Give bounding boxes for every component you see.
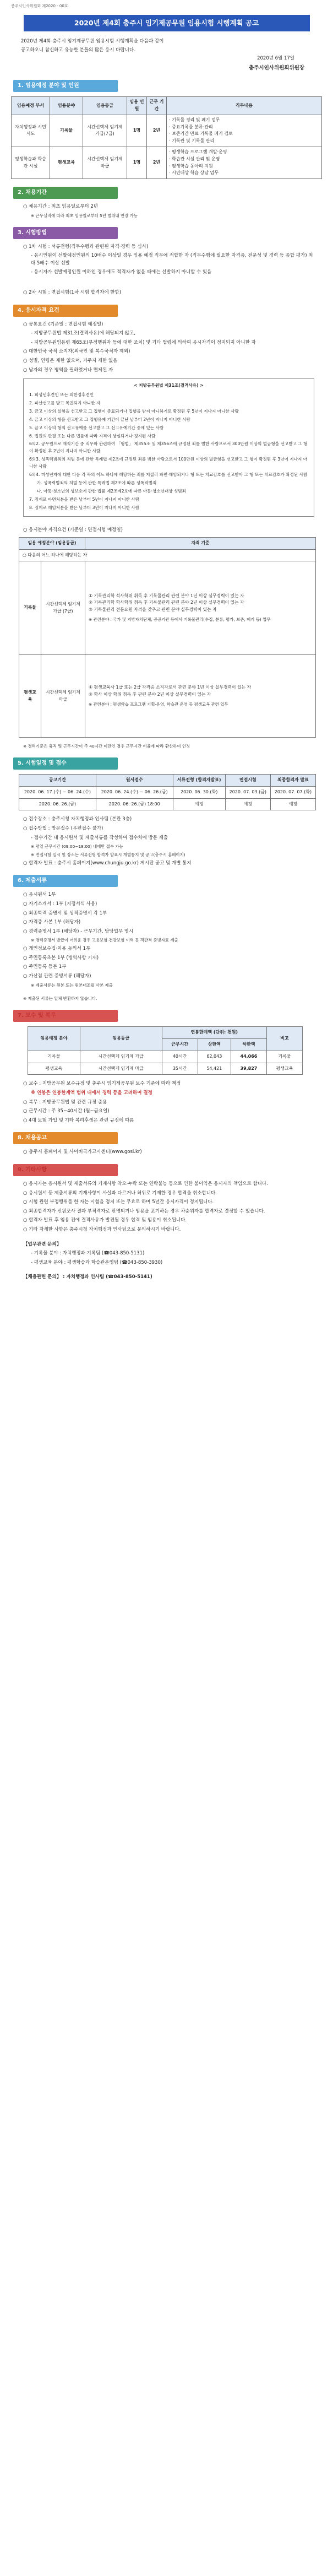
notice-org: 충주시인사위원회위원장 [249, 64, 304, 71]
cell: 2020. 06. 17.(수) ~ 06. 24.(수) [19, 786, 96, 798]
cell: 평생교육 [266, 1063, 302, 1075]
cell: 예정 [225, 798, 270, 810]
cell: 1명 [127, 147, 147, 178]
text-line: ○ 합격자 발표 : 충주시 홈페이지(www.chungju.go.kr) 게시판 공고 및 개별 통지 [23, 860, 192, 866]
cell: · 기록물 정리 및 폐기 업무 · 중요기록물 분류·관리 · 보존기간 만료 기록물 폐기 검토 · 기록관 및 기록물 관리 [167, 115, 322, 147]
cell: 54,421 [198, 1063, 231, 1075]
cell: 35시간 [162, 1063, 198, 1075]
box-line: 6의3. 성폭력범죄의 처벌 등에 관한 특례법 제2조에 규정된 죄를 범한 사람으로서 100만원 이상의 벌금형을 선고받고 그 형이 확정된 후 3년이 지나지 아니한 사람 [29, 457, 308, 469]
cell: 기록물 [28, 1051, 80, 1063]
cell: 39,827 [231, 1063, 266, 1075]
text-line: ○ 복무 : 지방공무원법 및 관련 규정 준용 [23, 1099, 107, 1105]
section-6-heading: 6. 제출서류 [13, 875, 118, 887]
section-5-heading: 5. 시험일정 및 접수 [13, 757, 118, 770]
text-line: ○ 기타 자세한 사항은 충주시청 자치행정과 인사팀으로 문의하시기 바랍니다. [23, 1227, 181, 1233]
text-line: ※ 면접시험 일시 및 장소는 서류전형 합격자 발표시 개별통지 및 공고(충주시 홈페이지) [31, 852, 185, 857]
section-4-sub [11, 527, 322, 534]
section-4-heading: 4. 응시자격 요건 [13, 305, 118, 317]
cell: 자치행정과 시민시도 [12, 115, 50, 147]
qualification-table [19, 537, 316, 738]
box-line: 6의2. 공무원으로 재직기간 중 직무와 관련하여 「형법」 제355조 및 제356조에 규정된 죄를 범한 사람으로서 300만원 이상의 벌금형을 선고받고 그 형이 확정된 후 2년이 지나지 아니한 사람 [29, 441, 308, 454]
cell [85, 655, 316, 738]
th-field-grade: 임용 예정분야 (임용등급) [19, 538, 85, 549]
th-duties: 직무내용 [167, 97, 322, 115]
text-line: ○ 개인정보수집·이용 동의서 1부 [23, 946, 91, 952]
text-line: ○ 접수방법 : 방문접수 (우편접수 불가) [23, 825, 103, 831]
text-line: ○ 1차 시험 : 서류전형(직무수행과 관련된 자격·경력 등 심사) [23, 243, 149, 250]
text-line: ○ 가산점 관련 증빙서류 (해당자) [23, 973, 91, 979]
table-row [28, 1063, 303, 1075]
text-line: ○ 성별, 연령은 제한 없으며, 거주지 제한 없음 [23, 358, 118, 364]
text-line: ※ 제출서류는 원본 또는 원본대조필 사본 제출 [31, 982, 113, 988]
text-line: ○ 자격증 사본 1부 (해당자) [23, 919, 81, 926]
box-line: 2. 파산선고를 받고 복권되지 아니한 자 [29, 400, 101, 405]
intro [11, 38, 322, 54]
text-line: ○ 4대 보험 가입 및 기타 복리후생은 관련 규정에 따름 [23, 1117, 134, 1123]
section-4-body [11, 321, 322, 375]
cell: 2020. 07. 07.(화) [270, 786, 315, 798]
text-line: ※ 경력기준은 휴직 및 근무시간이 주 40시간 미만인 경우 근무시간 비율에 따라 환산하여 인정 [23, 744, 190, 749]
text-line: ○ 근무시간 : 주 35~40시간 (월~금요일) [23, 1108, 110, 1114]
box-line: 6의4. 미성년자에 대한 다음 각 목의 어느 하나에 해당하는 죄를 저질러 파면·해임되거나 형 또는 치료감호를 선고받아 그 형 또는 치료감호가 확정된 사람 [29, 472, 308, 478]
section-7-heading: 7. 보수 및 복무 [13, 1010, 118, 1022]
criteria-text: ① 평생교육사 1급 또는 2급 자격증 소지자로서 관련 분야 1년 이상 실무경력이 있는 자 ② 학사 이상 학위 취득 후 관련 분야 2년 이상 실무경력이 있는 자 [89, 685, 252, 697]
th-field: 임용분야 [50, 97, 83, 115]
contact-line: - 평생교육 분야 : 평생학습과 학습관운영팀 (☎043-850-3930) [31, 1259, 163, 1265]
cell: 2년 [147, 115, 167, 147]
text-line: ○ 충주시 홈페이지 및 사이버국가고시센터(www.gosi.kr) [23, 1149, 142, 1155]
th-notice: 공고기간 [19, 774, 96, 786]
box-line: 4. 금고 이상의 형을 선고받고 그 집행유예 기간이 끝난 날부터 2년이 지나지 아니한 사람 [29, 416, 190, 422]
contact-title: 【업무관련 문의】 [23, 1241, 62, 1247]
intro-line: 공고하오니 참신하고 유능한 분들의 많은 응시 바랍니다. [21, 47, 135, 53]
criteria-text: ① 기록관리학 석사학위 취득 후 기록물관리 관련 분야 1년 이상 실무경력이 있는 자 ② 기록관리학 학사학위 취득 후 기록물관리 관련 분야 2년 이상 실무경력이 있는 자 ③ 기록물관리 전문요원 자격을 갖추고 관련 분야 실무경력이 있는 자 [89, 593, 244, 612]
cell: 예정 [173, 798, 225, 810]
cell: 2020. 06. 26.(금) [19, 798, 96, 810]
th-period: 근무 기간 [147, 97, 167, 115]
text-line: ※ 연봉은 연봉한계액 범위 내에서 경력 등을 고려하여 결정 [31, 1090, 152, 1096]
cell: · 평생학습 프로그램 개발·운영 · 학습관 시설 관리 및 운영 · 평생학습 동아리 지원 · 시민대상 학습 상담 업무 [167, 147, 322, 178]
th-grade: 임용등급 [83, 97, 127, 115]
section-1-heading: 1. 임용예정 분야 및 인원 [13, 80, 118, 92]
box-line: 나. 아동·청소년의 성보호에 관한 법률 제2조제2호에 따른 아동·청소년대상 성범죄 [37, 488, 186, 494]
section-8-heading: 8. 채용공고 [13, 1132, 118, 1144]
cell: 40시간 [162, 1051, 198, 1063]
text-line: - 응시자가 선발예정인원 이하인 경우에도 적격자가 없을 때에는 선발하지 아니할 수 있음 [31, 269, 212, 275]
notice-date: 2020년 6월 17일 [257, 56, 294, 62]
cell: ○ 다음의 어느 하나에 해당하는 자 [19, 549, 316, 561]
cell: 시간선택제 임기제 가급 [80, 1051, 162, 1063]
cell: 62,043 [198, 1051, 231, 1063]
box-line: 3. 금고 이상의 실형을 선고받고 그 집행이 종료되거나 집행을 받지 아니하기로 확정된 후 5년이 지나지 아니한 사람 [29, 408, 239, 414]
text-line: ○ 2차 시험 : 면접시험(1차 시험 합격자에 한함) [23, 289, 122, 295]
cell: 44,066 [231, 1051, 266, 1063]
disqualification-box [23, 378, 314, 517]
cell: 예정 [270, 798, 315, 810]
cell: 시간선택제 임기제 마급 [83, 147, 127, 178]
box-line: 1. 피성년후견인 또는 피한정후견인 [29, 392, 94, 397]
text-line: ※ 평일 근무시간 (09:00~18:00) 내에만 접수 가능 [31, 844, 123, 849]
th-salary: 연봉한계액 (단위: 천원) [162, 1027, 266, 1039]
th-lower: 하한액 [231, 1039, 266, 1051]
text-line: ○ 시험 관련 부정행위를 한 자는 시험을 정지 또는 무효로 하며 5년간 응시자격이 정지됩니다. [23, 1199, 214, 1205]
text-line: ○ 최종합격자가 신원조사 결과 부적격자로 판명되거나 임용을 포기하는 경우 차순위자를 합격자로 결정할 수 있습니다. [23, 1208, 265, 1214]
text-line: ○ 응시원서 등 제출서류의 기재사항이 사실과 다르거나 허위로 기재한 경우 합격을 취소합니다. [23, 1190, 217, 1196]
th-grade: 임용등급 [80, 1027, 162, 1051]
section-9-heading: 9. 기타사항 [13, 1164, 118, 1176]
th-upper: 상한액 [198, 1039, 231, 1051]
table-row [28, 1051, 303, 1063]
table-row [19, 786, 316, 798]
table-row [19, 549, 316, 561]
text-line: ○ 보수 : 지방공무원 보수규정 및 충주시 임기제공무원 보수 기준에 따라 책정 [23, 1081, 181, 1087]
box-line: 가. 성폭력범죄의 처벌 등에 관한 특례법 제2조에 따른 성폭력범죄 [37, 480, 157, 485]
text-line: - 접수기간 내 응시원서 및 제출서류를 작성하여 접수처에 방문 제출 [31, 835, 168, 841]
cell: 시간선택제 임기제 가급 (7급) [41, 561, 85, 655]
cell: 기록물 [19, 561, 41, 655]
recruitment-table [11, 96, 322, 179]
text-line: - 지방공무원법 제31조(결격사유)에 해당되지 않고, [31, 331, 136, 337]
section-9-body [11, 1181, 322, 1281]
criteria-note: ※ 관련분야 : 국가 및 지방자치단체, 공공기관 등에서 기록물관리(수집, 분류, 평가, 보존, 폐기 등) 업무 [89, 617, 271, 623]
page-title: 2020년 제4회 충주시 임기제공무원 임용시험 시행계획 공고 [24, 15, 310, 31]
cell: 2020. 06. 26.(금) 18:00 [96, 798, 173, 810]
section-8-body [11, 1149, 322, 1156]
box-title: < 지방공무원법 제31조(결격사유) > [134, 383, 204, 388]
table-row [19, 655, 316, 738]
section-6-body [11, 891, 322, 1002]
cell: 평생교육 [19, 655, 41, 738]
text-line: ○ 응시자는 응시원서 및 제출서류의 기재사항 착오·누락 또는 연락불능 등으로 인한 불이익은 응시자의 책임으로 합니다. [23, 1181, 268, 1187]
cell: 기록물 [266, 1051, 302, 1063]
text-line: ○ 주민등록초본 1부 (병역사항 기재) [23, 955, 99, 961]
cell: 2020. 07. 03.(금) [225, 786, 270, 798]
table-row [19, 561, 316, 655]
recruit-contact: 【채용관련 문의】 : 자치행정과 인사팀 (☎043-850-5141) [23, 1274, 152, 1280]
cell: 2020. 06. 30.(화) [173, 786, 225, 798]
th-dept: 임용예정 부서 [12, 97, 50, 115]
text-line: - 응시인원이 선발예정인원의 10배수 이상일 경우 임용 예정 직무에 적합한 자 (직무수행에 필요한 자격증, 전문성 및 경력 등 종합 평가) 최대 5배수 이상 선발 [31, 253, 313, 266]
text-line: - 지방공무원임용령 제65조(부정행위자 등에 대한 조치) 및 기타 법령에 의하여 응시자격이 정지되지 아니한 자 [31, 339, 256, 345]
text-line: ※ 근무실적에 따라 최초 임용일로부터 5년 범위내 연장 가능 [31, 213, 138, 218]
text-line: ○ 자기소개서 : 1부 (지정서식 사용) [23, 901, 97, 907]
cell: 1명 [127, 115, 147, 147]
cell: 시간선택제 임기제 가급(7급) [83, 115, 127, 147]
cell: 기록물 [50, 115, 83, 147]
section-7-body [11, 1080, 322, 1124]
text-line: ○ 응시분야 자격요건 (기준일 : 면접시험 예정일) [23, 527, 123, 533]
text-line: ○ 최종학력 증명서 및 성적증명서 각 1부 [23, 910, 107, 916]
th-criteria: 자격 기준 [85, 538, 316, 549]
text-line: ○ 응시원서 1부 [23, 892, 56, 898]
section-3-heading: 3. 시험방법 [13, 227, 118, 239]
cell: 2020. 06. 24.(수) ~ 06. 26.(금) [96, 786, 173, 798]
box-line: 5. 금고 이상의 형의 선고유예를 선고받고 그 선고유예기간 중에 있는 사람 [29, 425, 164, 430]
contact-line: - 기록물 분야 : 자치행정과 기록팀 (☎043-850-5131) [31, 1251, 145, 1257]
section-5-body [11, 816, 322, 867]
criteria-note: ※ 관련분야 : 평생학습 프로그램 기획·운영, 학습관 운영 등 평생교육 관련 업무 [89, 702, 228, 707]
th-field: 임용예정 분야 [28, 1027, 80, 1051]
section-2-heading: 2. 채용기간 [13, 187, 118, 199]
schedule-table [19, 774, 316, 810]
th-count: 임용 인원 [127, 97, 147, 115]
box-line: 7. 징계로 파면처분을 받은 날부터 5년이 지나지 아니한 사람 [29, 496, 140, 502]
pay-table [28, 1026, 303, 1075]
text-line: ○ 공통요건 (기준일 : 면접시험 예정일) [23, 321, 103, 327]
box-line: 8. 징계로 해임처분을 받은 날부터 3년이 지나지 아니한 사람 [29, 505, 140, 510]
th-final: 최종합격자 발표 [270, 774, 315, 786]
doc-header: 충주시인사위원회 제2020 - 00호 [11, 4, 68, 8]
text-line: ○ 접수장소 : 충주시청 자치행정과 인사팀 (본관 3층) [23, 816, 132, 822]
cell: 시간선택제 임기제 마급 [41, 655, 85, 738]
text-line: ○ 남자의 경우 병역을 필하였거나 면제된 자 [23, 367, 113, 373]
intro-line: 2020년 제4회 충주시 임기제공무원 임용시험 시행계획을 다음과 같이 [21, 39, 164, 45]
cell: 평생학습과 학습관 시설 [12, 147, 50, 178]
qualification-foot [11, 743, 322, 750]
text-line: ※ 경력증명서 발급이 어려운 경우 고용보험·건강보험 이력 등 객관적 증빙자료 제출 [31, 938, 178, 943]
text-line: ※ 제출된 서류는 일체 반환하지 않습니다. [23, 996, 97, 1002]
text-line: ○ 합격자 발표 후 임용 전에 결격사유가 발견될 경우 합격 및 임용이 취소됩니다. [23, 1217, 187, 1224]
th-document: 서류전형 (합격자발표) [173, 774, 225, 786]
table-row [19, 798, 316, 810]
cell: 2년 [147, 147, 167, 178]
box-line: 6. 법원의 판결 또는 다른 법률에 따라 자격이 상실되거나 정지된 사람 [29, 433, 156, 439]
th-interview: 면접시험 [225, 774, 270, 786]
th-apply: 원서접수 [96, 774, 173, 786]
section-2-body [11, 203, 322, 219]
text-line: ○ 대한민국 국적 소지자(외국인 및 복수국적자 제외) [23, 349, 130, 355]
cell: 평생교육 [50, 147, 83, 178]
table-row [12, 147, 322, 178]
text-line: ○ 채용기간 : 최초 임용일로부터 2년 [23, 204, 98, 210]
section-3-body [11, 243, 322, 297]
cell: 평생교육 [28, 1063, 80, 1075]
text-line: ○ 주민등록 등본 1부 [23, 964, 67, 970]
cell: 시간선택제 임기제 마급 [80, 1063, 162, 1075]
th-note: 비고 [266, 1027, 302, 1051]
th-hours: 근무시간 [162, 1039, 198, 1051]
text-line: ○ 경력증명서 1부 (해당자) - 근무기간, 담당업무 명시 [23, 928, 134, 934]
table-row [12, 115, 322, 147]
cell [85, 561, 316, 655]
